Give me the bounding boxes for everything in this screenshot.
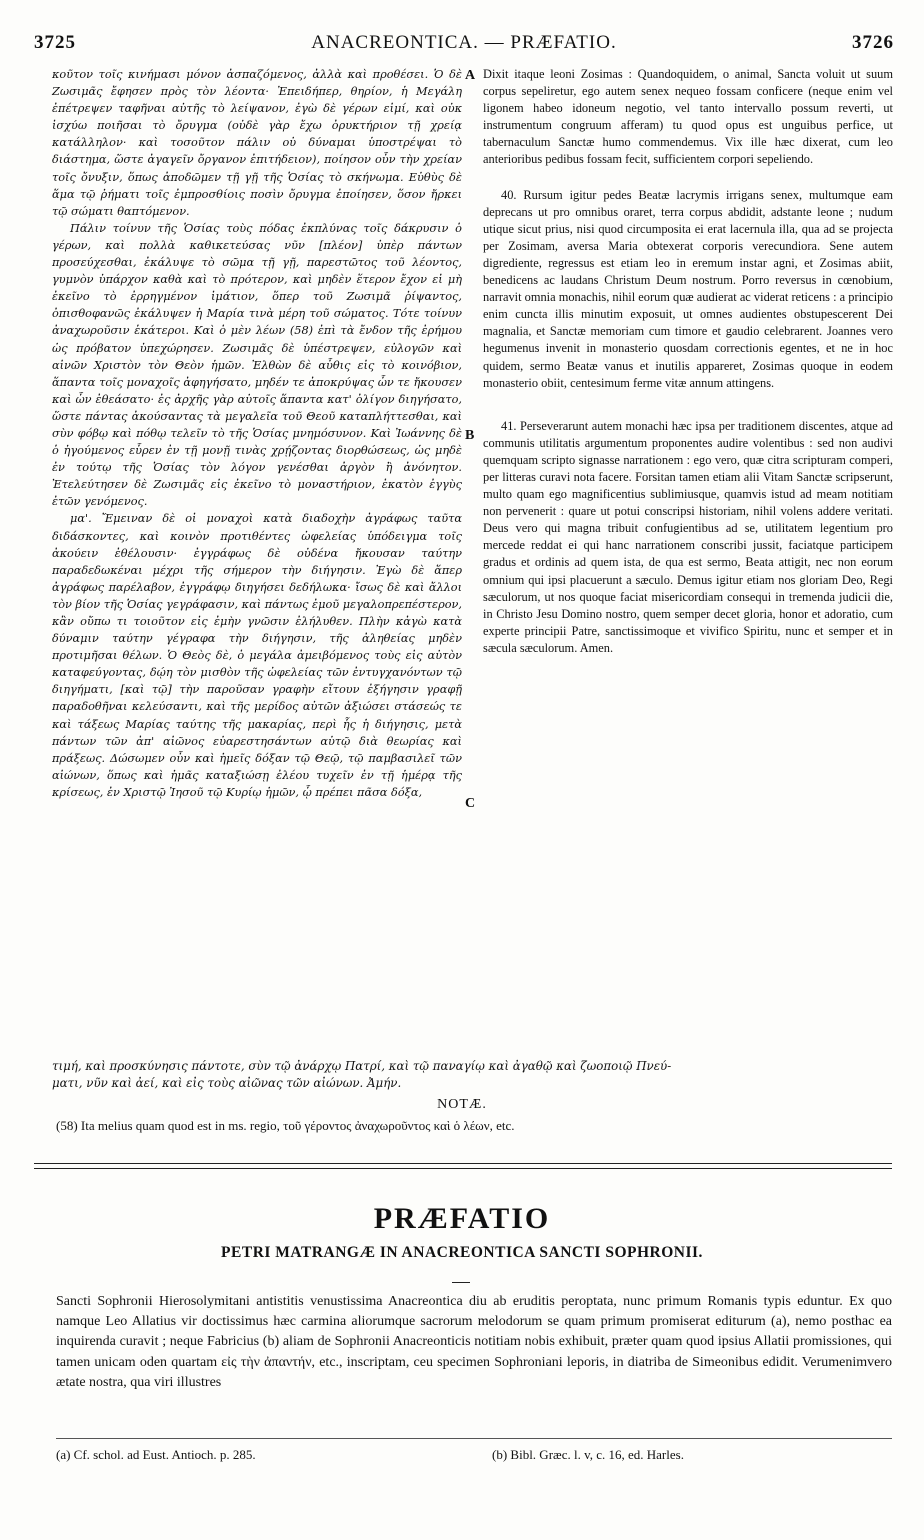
running-header bbox=[34, 32, 894, 58]
greek-tail-line-2: ματι, νῦν καὶ ἀεί, καὶ εἰς τοὺς αἰῶνας τῶν αἰώνων. Ἀμήν. bbox=[52, 1076, 402, 1090]
section-rule-top bbox=[34, 1163, 892, 1164]
page-number-right: 3726 bbox=[852, 32, 894, 53]
greek-paragraph-3: μα'. Ἔμειναν δὲ οἱ μοναχοὶ κατὰ διαδοχὴν ἀγράφως ταῦτα διδάσκοντες, καὶ κοινὸν προτιθέντες ὠφελείας ὑπόδειγμα τοῖς ἀκούειν ἐθέλουσιν· ἐγγράφως δὲ οὐδένα ἤκουσαν ταύτην παραδεδωκέναι μέχρι τῆς σήμερον τὴν διήγησιν. Ἐγὼ δὲ ἅπερ ἀγράφως παρέλαβον, ἐγγράφῳ διηγήσει δεδήλωκα· ἴσως δὲ καὶ ἄλλοι τὸν βίον τῆς Ὁσίας γεγράφασιν, καὶ πάντως ἐμοῦ μεγαλοπρεπέστερον, κἂν οὔπω τι τοιοῦτον εἰς ἐμὴν γνῶσιν ἐλήλυθεν. Πλὴν κἀγὼ κατὰ δύναμιν ταύτην γέγραφα τὴν διήγησιν, τῆς ἀληθείας μηδὲν προτιμῆσαι θέλων. Ὁ Θεὸς δὲ, ὁ μεγάλα ἀμειβόμενος τοὺς εἰς αὐτὸν καταφεύγοντας, δῴη τὸν μισθὸν τῆς ὠφελείας τῶν ἐντυγχανόντων τῷ διηγήματι, [καὶ τῷ] τὴν παροῦσαν γραφὴν εἴτουν ἐξήγησιν γραφῇ παραδοθῆναι κελεύσαντι, καὶ τῆς μερίδος αὐτῶν ἀξιώσει στάσεώς τε καὶ τάξεως Μαρίας ταύτης τῆς μακαρίας, περὶ ἧς ἡ διήγησις, μετὰ πάντων τῶν ἀπ' αἰῶνος εὐαρεστησάντων αὐτῷ διὰ θεωρίας καὶ πράξεως. Δώσωμεν οὖν καὶ ἡμεῖς δόξαν τῷ Θεῷ, τῷ παμβασιλεῖ τῶν αἰώνων, ὅπως καὶ ἡμᾶς καταξιώσῃ ἐλέου τυχεῖν ἐν τῇ ἡμέρᾳ τῆς κρίσεως, ἐν Χριστῷ Ἰησοῦ τῷ Κυρίῳ ἡμῶν, ᾧ πρέπει πᾶσα δόξα, bbox=[52, 512, 462, 799]
greek-tail-line-1: τιμή, καὶ προσκύνησις πάντοτε, σὺν τῷ ἀνάρχῳ Πατρί, καὶ τῷ παναγίῳ καὶ ἀγαθῷ καὶ ζωοποιῷ Πνεύ- bbox=[52, 1059, 672, 1073]
praefatio-body: Sancti Sophronii Hierosolymitani antistitis venustissima Anacreontica diu ab eruditis peroptata, nunc primum Romanis typis eduntur. Ex quo namque Leo Allatius vir doctissimus hæc carmina aliorumque sacrorum melodorum se quam primum promiserat editurum (a), nemo posthac ea inquirenda curavit ; neque Fabricius (b) aliam de Sophronii Anacreonticis notitiam nobis exhibuit, præter quam quod ipsius Allatii promissiones, qui tamen unicam oden quartam εἰς τὴν ἀπαντήν, etc., inscriptam, ceu specimen Sophroniani leporis, in diatriba de Simeonibus edidit. Verumenimvero ætate nostra, qua viri illustres bbox=[56, 1294, 892, 1390]
latin-paragraph-40: 40. Rursum igitur pedes Beatæ lacrymis irrigans senex, multumque eam deprecans ut pro omnibus oraret, terra corpus abdidit, adstante leone ; nudum utique sicut prius, nisi quod circumposita ei erat lacernula illa, qua ad se projecta per Zosimam, aversa Maria obtexerat corporis verecundiora. Sene autem digrediente, regressus est etiam leo in eremum instar agni, et Zosimas abiit, benedicens ac laudans Christum Deum nostrum. Porro reversus in cœnobium, narravit omnia monachis, nihil eorum quæ audierat ac viderat reticens : a principio enim cuncta illis minutim exposuit, ut omnes audientes obstupescerent Dei magnalia, et Sanctæ memoriam cum timore et gaudio celebrarent. Joannes vero hegumenus invenit in monasterio quosdam correctionis egentes, et ne in hoc quidem, sermo Beatæ vanus et inutilis appareret, Zosimas quoque in eodem monasterio obiit, centesimum ferme vitæ annum attingens. bbox=[483, 187, 893, 390]
note-58: (58) Ita melius quam quod est in ms. regio, τοῦ γέροντος ἀναχωροῦντος καὶ ὁ λέων, etc. bbox=[56, 1118, 515, 1133]
latin-paragraph-1: Dixit itaque leoni Zosimas : Quandoquidem, o animal, Sancta voluit ut suum corpus sepeliretur, ego autem senex nequeo fossam conficere (neque enim vel ligonem habeo idoneum negotio, vel tanto intervallo possum reverti, ut instrumentum congruum afferam) tu quod opus est unguibus perfice, ut tabernaculum Sanctæ humo commendemus. Vix ille hæc dixerat, cum leo anterioribus pedibus fossam fecit, sufficientem corpori sepeliendo. bbox=[483, 67, 893, 167]
margin-marker-a: A bbox=[465, 68, 476, 83]
greek-paragraph-2: Πάλιν τοίνυν τῆς Ὁσίας τοὺς πόδας ἐκπλύνας τοῖς δάκρυσιν ὁ γέρων, καὶ πολλὰ καθικετεύσας νῦν [πλέον] ὑπὲρ πάντων προσεύχεσθαι, ἐκάλυψε τὸ σῶμα τῇ γῇ, παρεστῶτος τοῦ λέοντος, γυμνὸν ὑπάρχον καθὰ καὶ τὸ πρότερον, καὶ μηδὲν ἕτερον ἔχον εἰ μὴ ἐκεῖνο τὸ ἐρρηγμένον ἱμάτιον, ὅπερ τοῦ Ζωσιμᾶ ῥίψαντος, ὀπισθοφανῶς ἐκάλυψεν ἡ Μαρία τινὰ μέρη τοῦ σώματος. Τότε τοίνυν ἀναχωροῦσιν ἑκάτεροι. Καὶ ὁ μὲν λέων (58) ἐπὶ τὰ ἔνδον τῆς ἐρήμου ὡς πρόβατον ὑπεχώρησεν. Ζωσιμᾶς δὲ ὑπέστρεψεν, εὐλογῶν καὶ αἰνῶν Χριστὸν τὸν Θεὸν ἡμῶν. Ἐλθὼν δὲ αὖθις εἰς τὸ κοινόβιον, ἅπαντα τοῖς μοναχοῖς ἀφηγήσατο, μηδέν τε ἀποκρύψας ὧν τε ἤκουσεν καὶ ὧν ἐθεάσατο· ἐς ἀρχῆς γὰρ αὐτοῖς ἅπαντα κατ' ὀλίγον διηγήσατο, ὥστε πάντας ἀκούσαντας τὰ μεγαλεῖα τοῦ Θεοῦ καταπλήττεσθαι, καὶ σὺν φόβῳ καὶ πόθῳ τελεῖν τὸ τῆς Ὁσίας μνημόσυνον. Καὶ Ἰωάννης δὲ ὁ ἡγούμενος εὗρεν ἐν τῇ μονῇ τινὰς χρῄζοντας διορθώσεως, ὡς μηδὲ ἐν τούτῳ τῆς Ὁσίας τὸν λόγον γενέσθαι ἀργὸν ἢ ἀνόνητον. Ἐτελεύτησεν δὲ Ζωσιμᾶς εἰς ἐκεῖνο τὸ μοναστήριον, ἑκατὸν ἐγγὺς ἐτῶν γενόμενος. bbox=[52, 221, 462, 509]
footnote-b: (b) Bibl. Græc. l. v, c. 16, ed. Harles. bbox=[492, 1447, 684, 1462]
greek-column bbox=[52, 66, 462, 801]
latin-column bbox=[483, 66, 893, 657]
running-title: ANACREONTICA. — PRÆFATIO. bbox=[311, 32, 617, 53]
greek-paragraph-1: κοῦτον τοῖς κινήμασι μόνον ἀσπαζόμενος, ἀλλὰ καὶ προθέσει. Ὁ δὲ Ζωσιμᾶς ἔφησεν πρὸς τὸν λέοντα· Ἐπειδήπερ, θηρίον, ἡ Μεγάλη ἐπέτρεψεν ταφῆναι αὐτῆς τὸ λείψανον, ἐγὼ δὲ γέρων εἰμί, καὶ οὐκ ἰσχύω ποιῆσαι τὸ ὄρυγμα (οὐδὲ γὰρ ἔχω ὀρυκτήριον τῇ χρείᾳ κατάλληλον· καὶ τοσοῦτον πάλιν οὐ δύναμαι ὑποστρέψαι τὸ διάστημα, ὥστε ἀγαγεῖν ὄργανον ἐπιτήδειον), ποίησον οὖν τὴν χρείαν τοῖς ὄνυξιν, ὅπως ἀποδῶμεν τῇ γῇ τῆς Ὁσίας τὸ σκήνωμα. Εὐθὺς δὲ ἅμα τῷ ῥήματι τοῖς ἐμπροσθίοις ποσὶν ὄρυγμα ἐποίησεν, ὅσον ἤρκει τῷ σώματι θαπτόμενον. bbox=[52, 68, 462, 218]
praefatio-title: PRÆFATIO bbox=[373, 1202, 551, 1235]
short-divider bbox=[452, 1282, 470, 1283]
page-number-left: 3725 bbox=[34, 32, 76, 53]
margin-marker-c: C bbox=[465, 796, 476, 811]
praefatio-subtitle: PETRI MATRANGÆ IN ANACREONTICA SANCTI SOPHRONII. bbox=[221, 1244, 703, 1261]
footnote-a: (a) Cf. schol. ad Eust. Antioch. p. 285. bbox=[56, 1447, 256, 1462]
notae-heading: NOTÆ. bbox=[437, 1097, 487, 1112]
footnote-rule bbox=[56, 1438, 892, 1439]
section-rule-bottom bbox=[34, 1168, 892, 1169]
latin-paragraph-41: 41. Perseverarunt autem monachi hæc ipsa per traditionem discentes, atque ad communis utilitatis argumentum proponentes audire volentibus : sed non audivi quemquam scripto signasse narrationem : ego vero, quæ citra scripturam comperi, per litteras curavi nota facere. Forsitan tamen etiam alii Vitam Sanctæ scripserunt, multo quam ego magnificentius sublimiusque, quamvis istud ad meam notitiam non pervenerit : quare ut potui conscripsi historiam, nihil volens addere veritati. Deus vero qui magna tribuit confugientibus ad se, utilitatem legentium pro mercede reddat ei qui hanc narrationem conscribi jussit, faciatque participem gradus et ordinis ad quem ista, de qua est sermo, Beata attigit, nec non eorum omnium qui ipsi placuerunt a sæculo. Demus igitur etiam nos gloriam Deo, Regi sæculorum, ut nos quoque faciat misericordiam consequi in tremenda judicii die, in Christo Jesu Domino nostro, quem semper decet gloria, honor et adoratio, cum experte principii Patre, sanctissimoque et vivifico Spiritu, nunc et semper et in sæcula sæculorum. Amen. bbox=[483, 418, 893, 655]
margin-marker-b: B bbox=[465, 428, 475, 443]
